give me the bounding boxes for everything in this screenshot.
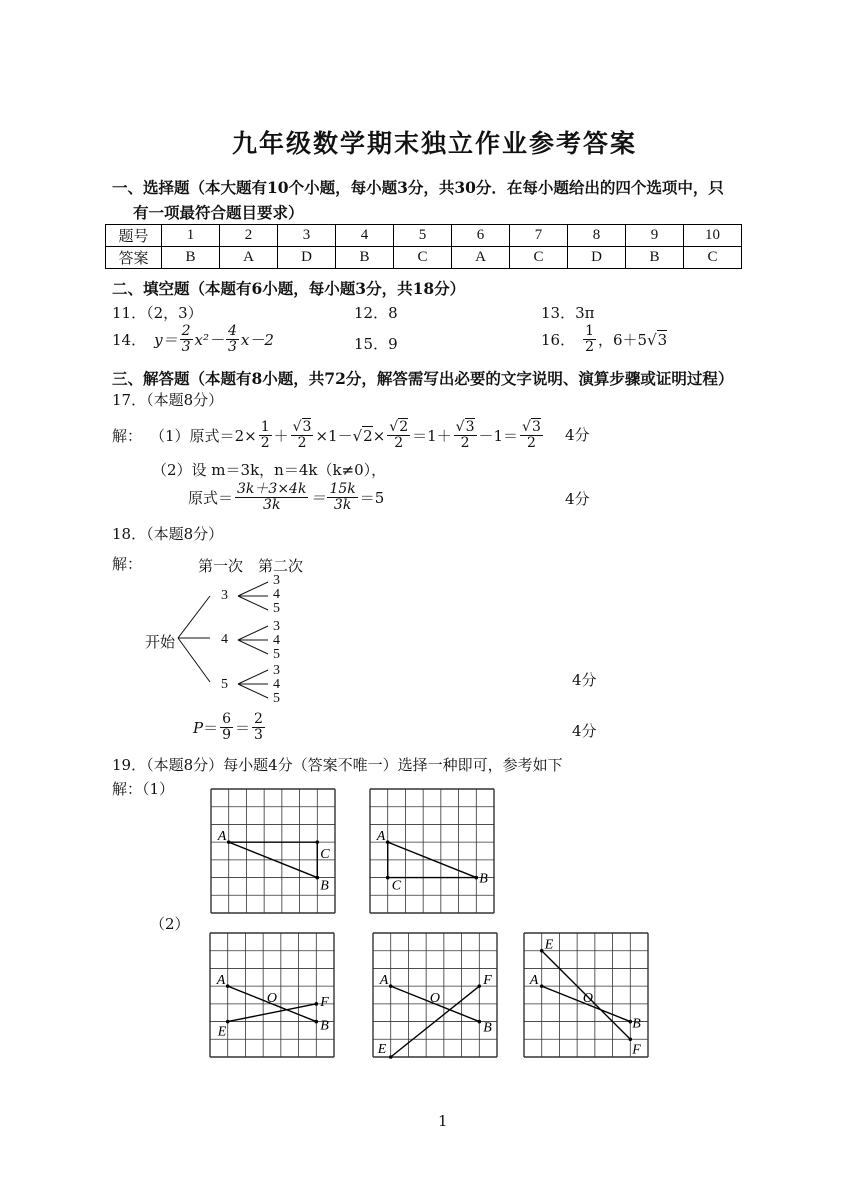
svg-text:O: O [266,990,277,1006]
svg-text:F: F [320,994,329,1010]
svg-text:B: B [320,1018,329,1034]
section1-heading-cont: 有一项最符合题目要求） [133,203,304,222]
answer-13: 13．3π [541,304,595,322]
table-cell: 10 [684,225,742,247]
svg-text:A: A [529,973,539,989]
svg-text:A: A [379,973,389,989]
tree-col-first: 第一次 [198,557,244,575]
table-cell: D [568,247,626,269]
grid-figure-1a [208,786,338,916]
answer-12: 12．8 [354,304,398,322]
grid-figure-1b [367,786,497,916]
table-cell: 7 [510,225,568,247]
grid-figure-2c [521,930,651,1060]
table-cell: D [278,247,336,269]
svg-text:F: F [632,1042,641,1058]
tree-start: 开始 [145,633,176,651]
table-cell: B [626,247,684,269]
q17-header: 17．（本题8分） [112,391,224,409]
tree-second: 5 [273,601,280,616]
table-cell: 3 [278,225,336,247]
q17-part2-formula: $\frac{3k+3\times 4k}{3k}$ ＝ $\frac{15k}{3k}$ ＝5 [237,481,385,514]
table-header-cell: 答案 [106,247,162,269]
tree-col-second: 第二次 [258,557,304,575]
q18-tree-score: 4分 [572,671,597,689]
grid-figure-2b [370,930,500,1060]
table-cell: 1 [162,225,220,247]
page-number: 1 [438,1112,448,1130]
tree-second: 3 [273,663,280,678]
table-cell: A [452,247,510,269]
answer-16 [541,324,667,356]
tree-second: 5 [273,691,280,706]
q19-header: 19．（本题8分）每小题4分（答案不唯一）选择一种即可，参考如下 [112,756,563,774]
tree-first-5: 5 [221,677,228,692]
svg-text:B: B [483,1020,492,1036]
answer-14-formula: y＝ $\frac{2}{3}$ x²－ $\frac{4}{3}$ x－2 [154,323,274,356]
q19-part1-label: 解：（1） [112,780,175,798]
table-cell: 2 [220,225,278,247]
tree-diagram [170,570,300,710]
svg-text:E: E [217,1024,227,1040]
svg-text:O: O [429,990,440,1006]
table-cell: 9 [626,225,684,247]
table-cell: 4 [336,225,394,247]
q18-probability: P ＝ $\frac{6}{9}$ ＝ $\frac{2}{3}$ [193,711,263,744]
table-cell: B [162,247,220,269]
q17-part1-score: 4分 [565,426,590,444]
q17-part2-setup: （2）设 m＝3k，n＝4k（k≠0）， [152,461,387,479]
q18-jie: 解： [112,555,143,573]
table-row-numbers [106,225,742,247]
answer-table [105,224,742,269]
q17-part2-score: 4分 [565,490,590,508]
table-cell: C [510,247,568,269]
tree-second: 5 [273,647,280,662]
svg-text:C: C [391,878,402,894]
svg-text:B: B [632,1016,641,1032]
answer-16-number: 16． [541,331,576,350]
tree-second: 4 [273,587,280,602]
answer-14 [112,324,274,356]
svg-text:O: O [582,990,593,1006]
answer-15: 15．9 [354,335,398,353]
tree-first-4: 4 [221,632,228,647]
table-cell: B [336,247,394,269]
svg-text:A: A [376,829,386,845]
svg-text:A: A [217,829,227,845]
svg-text:C: C [320,847,330,863]
table-cell: 6 [452,225,510,247]
table-header-cell: 题号 [106,225,162,247]
grid-figure-2a [207,930,337,1060]
q18-prob-score: 4分 [572,722,597,740]
table-cell: C [684,247,742,269]
tree-second: 3 [273,619,280,634]
page-title: 九年级数学期末独立作业参考答案 [232,129,638,158]
svg-text:A: A [216,973,226,989]
q18-header: 18．（本题8分） [112,525,224,543]
table-cell: A [220,247,278,269]
section2-heading: 二、填空题（本题有6小题，每小题3分，共18分） [112,279,466,298]
table-cell: C [394,247,452,269]
section1-heading: 一、选择题（本大题有10个小题，每小题3分，共30分．在每小题给出的四个选项中，只 [112,178,724,197]
q17-part1-formula: 2× $\frac{1}{2}$ ＋ $\frac{√3}{2}$ ×1－√ 2 × $\frac{√2}{2}$ ＝1＋ $\frac{√3}{2}$ －1＝ $\frac{√3}{2}$ [234,419,541,452]
q17-part2-label: 原式＝ [188,489,234,508]
table-cell: 5 [394,225,452,247]
tree-first-3: 3 [221,588,228,603]
svg-text:E: E [377,1042,387,1057]
tree-second: 3 [273,573,280,588]
svg-text:B: B [320,878,329,894]
svg-text:B: B [479,871,488,887]
svg-text:E: E [544,937,554,953]
answer-16-formula: $\frac{1}{2}$ ，6＋5√ 3 [585,323,668,356]
svg-text:F: F [483,973,492,989]
answer-14-number: 14． [112,331,147,350]
tree-second: 4 [273,677,280,692]
q17-part1 [112,420,545,452]
table-cell: 8 [568,225,626,247]
section3-heading: 三、解答题（本题有8小题，共72分，解答需写出必要的文字说明、演算步骤或证明过程） [112,369,734,388]
table-row-answers [106,247,742,269]
q19-part2-label: （2） [150,915,190,933]
tree-second: 4 [273,633,280,648]
jie-label: 解： [112,427,143,446]
q17-part2 [188,482,384,514]
q17-part1-label: （1）原式＝ [150,427,235,446]
answer-11: 11．（2，3） [112,304,203,322]
